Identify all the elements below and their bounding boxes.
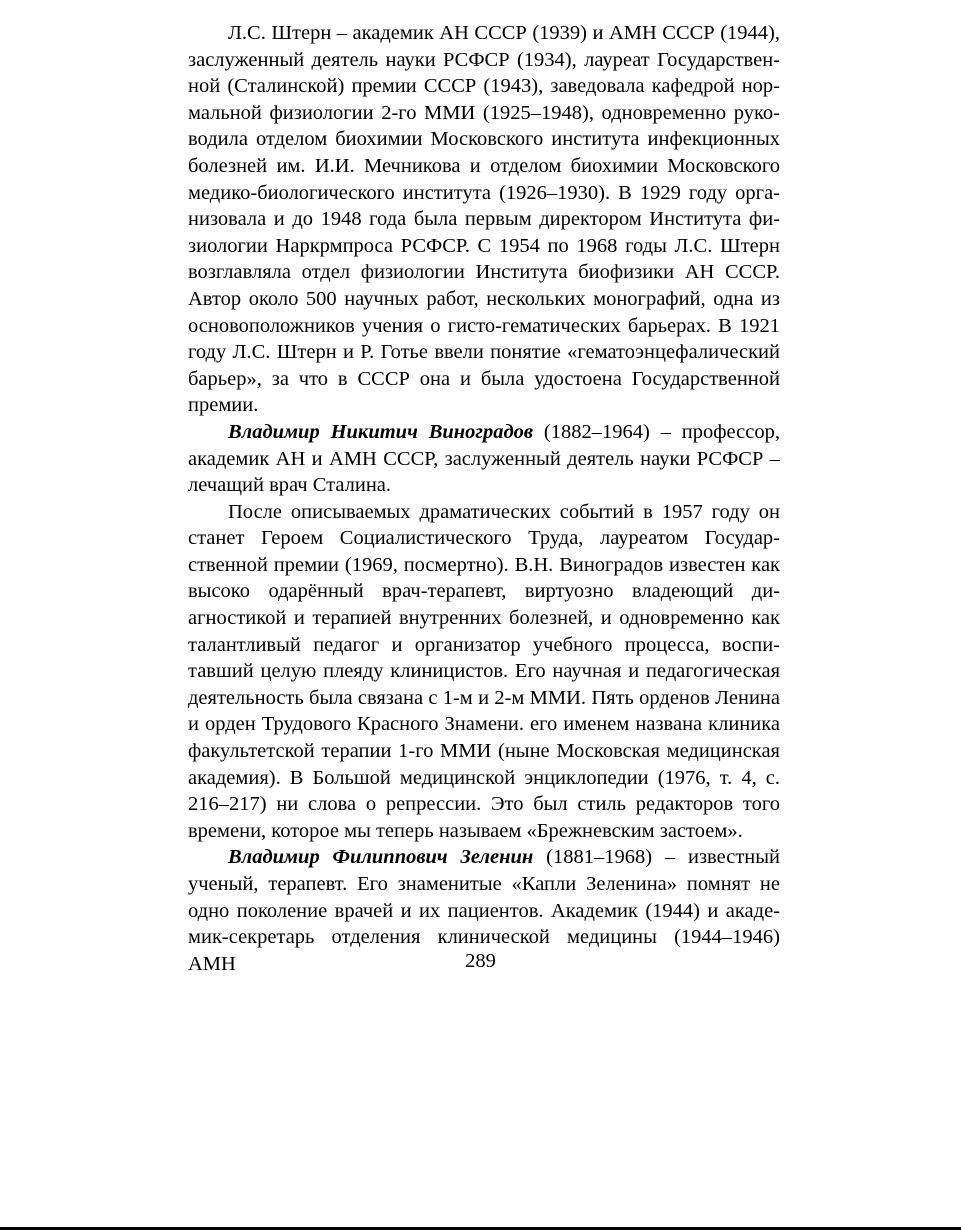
page-number: 289 [465, 950, 496, 972]
paragraph-text: После описываемых драматических событий в 1957 году он станет Героем Социалистического Труда, лауреатом Государственной премии (1969, посмертно). В.Н. Виноградов известен как высоко одарённый врач-терапевт, виртуозно владеющий диагностикой и терапией внутренних болезней, и одновременно как талантливый педагог и организатор учебного процесса, воспитавший целую плеяду клиницистов. Его научная и педагогическая деятельность была связана с 1-м и 2-м ММИ. Пять орденов Ленина и орден Трудового Красного Знамени. его именем названа клиника факультетской терапии 1-го ММИ (ныне Московская медицинская академия). В Большой медицинской энциклопедии (1976, т. 4, с. 216–217) ни слова о репрессии. Это был стиль редакторов того времени, которое мы теперь называем «Брежневским застоем». [188, 500, 780, 842]
paragraph-text: (1882–1964) – профессор, академик АН и АМН СССР, заслуженный деятель науки РСФСР – лечащий врач Сталина. [188, 420, 780, 497]
person-name: Владимир Филиппович Зеленин [228, 846, 534, 869]
paragraph-vinogradov-bio [188, 499, 780, 845]
paragraph-text: Л.С. Штерн – академик АН СССР (1939) и АМН СССР (1944), заслуженный деятель науки РСФСР (1934), лауреат Государственной (Сталинской) премии СССР (1943), заведовала кафедрой нормальной физиологии 2-го ММИ (1925–1948), одновременно руководила отделом биохимии Московского института инфекционных болезней им. И.И. Мечникова и отделом биохимии Московского медико-биологического института (1926–1930). В 1929 году организовала и до 1948 года была первым директором Института физиологии Наркрмпроса РСФСР. С 1954 по 1968 годы Л.С. Штерн возглавляла отдел физиологии Института биофизики АН СССР. Автор около 500 научных работ, нескольких монографий, одна из основоположников учения о гисто-гематических барьерах. В 1921 году Л.С. Штерн и Р. Готье ввели понятие «гематоэнцефалический барьер», за что в СССР она и была удостоена Государственной премии. [188, 22, 780, 417]
paragraph-vinogradov-intro [188, 419, 780, 499]
paragraph-shtern [188, 20, 780, 419]
person-name: Владимир Никитич Виноградов [228, 420, 534, 443]
page-body [188, 20, 780, 977]
paragraph-text: (1881–1968) – известный ученый, терапевт. Его знаменитые «Капли Зеленина» помнят не одно поколение врачей и их пациентов. Академик (1944) и академик-секретарь отделения клинической медицины (1944–1946) АМН [188, 846, 780, 975]
